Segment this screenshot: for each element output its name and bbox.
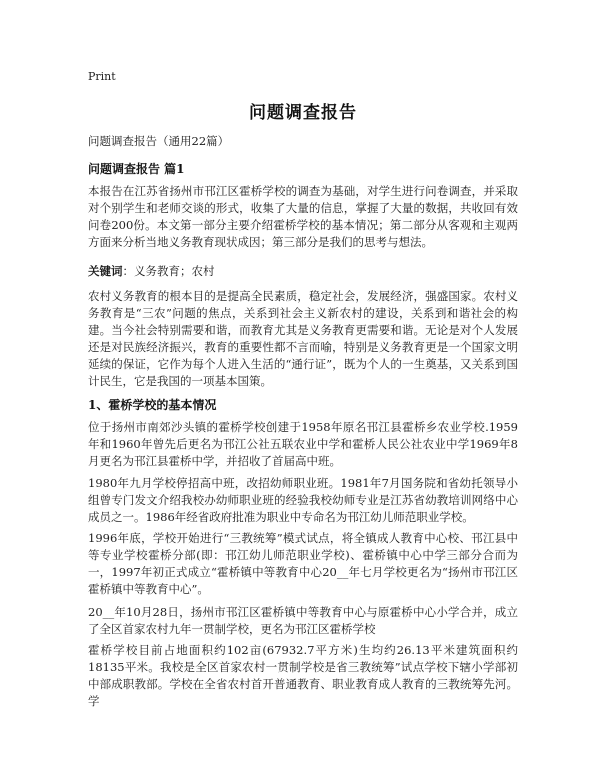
keywords-value: ：义务教育；农村 [122, 264, 215, 278]
history-1996-paragraph: 1996年底，学校开始进行“三教统筹”模式试点，将全镇成人教育中心校、邗江县中等专业学校霍桥分部(即：邗江幼儿师范职业学校)、霍桥镇中心中学三部分合而为一，1997年初正式成立“霍桥镇中等教育中心20__年七月学校更名为“扬州市邗江区霍桥镇中等教育中心”。 [88, 531, 518, 596]
intro-paragraph: 本报告在江苏省扬州市邗江区霍桥学校的调查为基础，对学生进行问卷调查，并采取对个别学生和老师交谈的形式，收集了大量的信息，掌握了大量的数据，共收回有效问卷200份。本文第一部分主要介绍霍桥学校的基本情况；第二部分从客观和主观两方面来分析当地义务教育现状成因；第三部分是我们的思考与想法。 [88, 184, 518, 249]
area-paragraph: 霍桥学校目前占地面积约102亩(67932.7平方米)生均约26.13平米建筑面积约18135平米。我校是全区首家农村一贯制学校是省三教统筹”试点学校下辖小学部初中部成职教部。学校在全省农村首开普通教育、职业教育成人教育的三教统筹先河。学 [88, 643, 518, 708]
section-heading-1: 问题调查报告 篇1 [88, 162, 185, 176]
section-heading-2: 1、霍桥学校的基本情况 [88, 398, 217, 412]
merge-paragraph: 20__年10月28日，扬州市邗江区霍桥镇中等教育中心与原霍桥中心小学合并，成立了全区首家农村九年一贯制学校，更名为邗江区霍桥学校 [88, 605, 518, 636]
history-1958-paragraph: 位于扬州市南郊沙头镇的霍桥学校创建于1958年原名邗江县霍桥乡农业学校.1959年和1960年曾先后更名为邗江公社五联农业中学和霍桥人民公社农业中学1969年8月更名为邗江县霍桥中学，并招收了首届高中班。 [88, 420, 518, 468]
document-title: 问题调查报告 [249, 103, 357, 123]
history-1980-paragraph: 1980年九月学校停招高中班，改招幼师职业班。1981年7月国务院和省幼托领导小组曾专门发文介绍我校办幼师职业班的经验我校幼师专业是江苏省幼教培训网络中心成员之一。1986年经省政府批准为职业中专命名为邗江幼儿师范职业学校。 [88, 476, 518, 524]
print-label[interactable]: Print [88, 70, 116, 83]
keywords-line [88, 263, 215, 279]
rural-education-paragraph: 农村义务教育的根本目的是提高全民素质，稳定社会，发展经济，强盛国家。农村义务教育是“三农”问题的焦点，关系到社会主义新农村的建设，关系到和谐社会的构建。当今社会特别需要和谐，而教育尤其是义务教育更需要和谐。无论是对个人发展还是对民族经济振兴，教育的重要性都不言而喻，特别是义务教育更是一个国家文明延续的保证，它作为每个人进入生活的“通行证”，既为个人的一生奠基，又关系到国计民生，它是我国的一项基本国策。 [88, 289, 518, 388]
document-subtitle: 问题调查报告（通用22篇） [88, 134, 230, 148]
keywords-label: 关键词 [88, 264, 123, 278]
